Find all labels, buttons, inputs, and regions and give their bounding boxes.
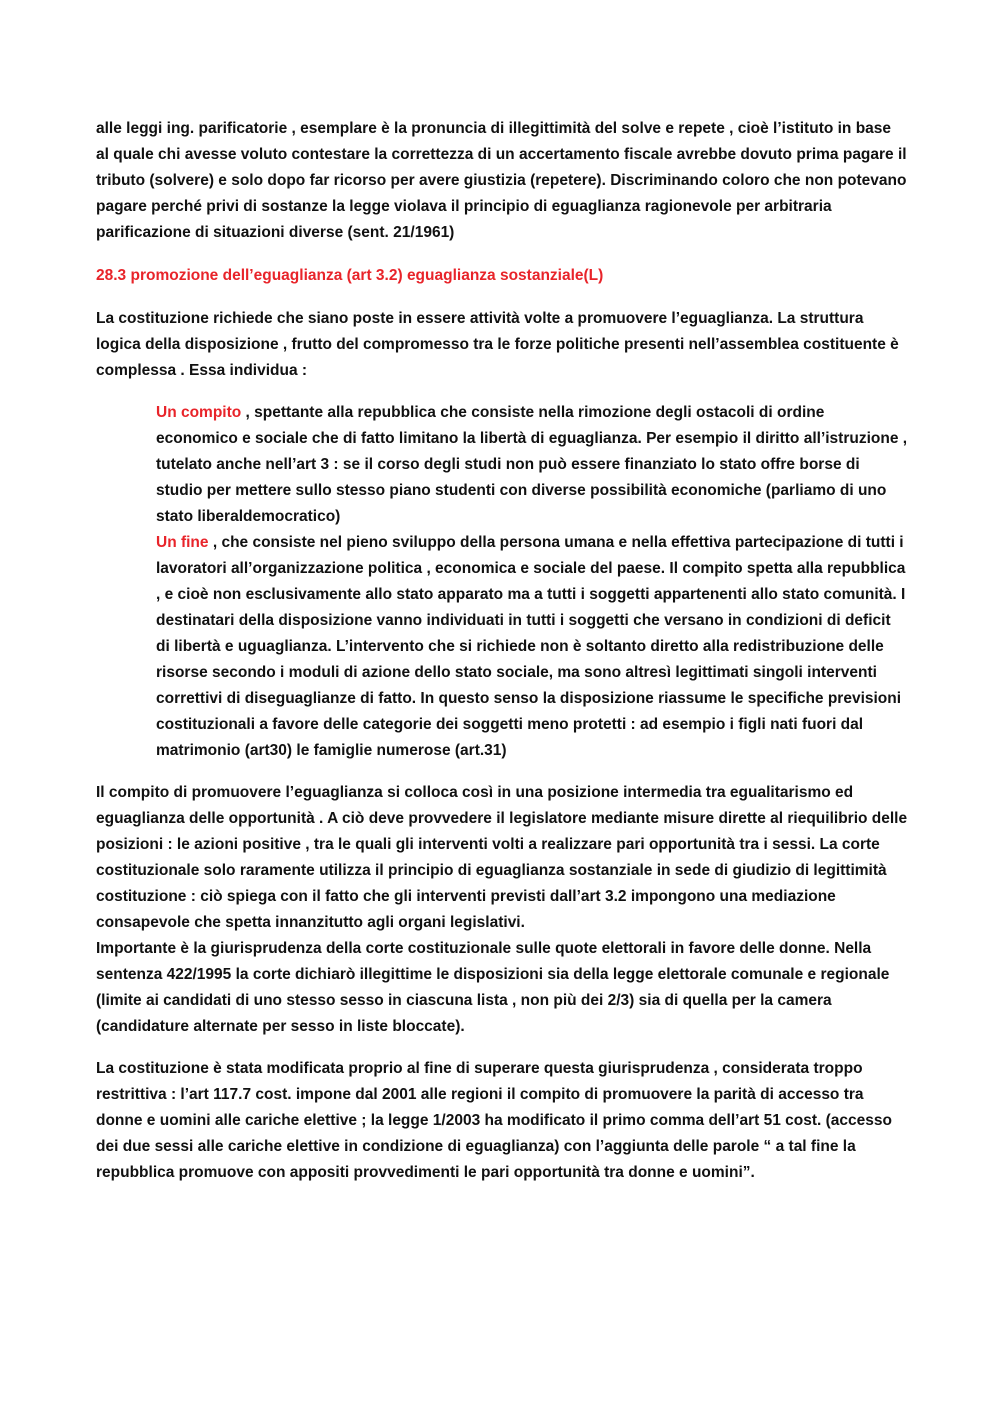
paragraph-compito-promuovere: Il compito di promuovere l’eguaglianza si colloca così in una posizione intermedia tra egualitarismo ed eguaglianza delle opportunità . A ciò deve provvedere il legislatore mediante misure dirette al riequilibrio delle posizioni : le azioni positive , tra le quali gli interventi volti a realizzare pari opportunità tra i sessi. La corte costituzionale solo raramente utilizza il principio di eguaglianza sostanziale in sede di giudizio di legittimità costituzione : ciò spiega con il fatto che gli interventi previsti dall’art 3.2 impongono una mediazione consapevole che spetta innanzitutto agli organi legislativi.	[96, 784, 908, 931]
list-item-compito	[156, 400, 908, 530]
paragraph-giurisprudenza: Importante è la giurisprudenza della corte costituzionale sulle quote elettorali in favore delle donne. Nella sentenza 422/1995 la corte dichiarò illegittime le disposizioni sia della legge elettorale comunale e regionale (limite ai candidati di uno stesso sesso in ciascuna lista , non più dei 2/3) sia di quella per la camera (candidature alternate per sesso in liste bloccate).	[96, 940, 890, 1035]
fine-text: , che consiste nel pieno sviluppo della persona umana e nella effettiva partecipazione di tutti i lavoratori all’organizzazione politica , economica e sociale del paese. Il compito spetta alla repubblica , e cioè non esclusivamente allo stato apparato ma a tutti i soggetti appartenenti allo stato comunità. I destinatari della disposizione vanno individuati in tutti i soggetti che versano in condizioni di deficit di libertà e uguaglianza. L’intervento che si richiede non è soltanto diretto alla redistribuzione delle risorse secondo i moduli di azione dello stato sociale, ma sono altresì legittimati singoli interventi correttivi di diseguaglianze di fatto. In questo senso la disposizione riassume le specifiche previsioni costituzionali a favore delle categorie dei soggetti meno protetti : ad esempio i figli nati fuori dal matrimonio (art30) le famiglie numerose (art.31)	[156, 534, 906, 759]
indented-list	[156, 400, 908, 764]
paragraph-solve-repete: alle leggi ing. parificatorie , esemplare è la pronuncia di illegittimità del solve e repete , cioè l’istituto in base al quale chi avesse voluto contestare la correttezza di un accertamento fiscale avrebbe dovuto prima pagare il tributo (solvere) e solo dopo far ricorso per avere giustizia (repetere). Discriminando coloro che non potevano pagare perché privi di sostanze la legge violava il principio di eguaglianza ragionevole per arbitraria parificazione di situazioni diverse (sent. 21/1961)	[96, 120, 907, 241]
compito-text: , spettante alla repubblica che consiste nella rimozione degli ostacoli di ordine economico e sociale che di fatto limitano la libertà di eguaglianza. Per esempio il diritto all’istruzione , tutelato anche nell’art 3 : se il corso degli studi non può essere finanziato lo stato offre borse di studio per mettere sullo stesso piano studenti con diverse possibilità economiche (parliamo di uno stato liberaldemocratico)	[156, 404, 908, 525]
list-item-fine	[156, 530, 908, 764]
paragraph-intro: La costituzione richiede che siano poste in essere attività volte a promuovere l’eguaglianza. La struttura logica della disposizione , frutto del compromesso tra le forze politiche presenti nell’assemblea costituente è complessa . Essa individua :	[96, 310, 899, 379]
paragraph-block-compito	[96, 780, 908, 1040]
fine-label: Un fine	[156, 534, 209, 551]
paragraph-modifica-costituzione: La costituzione è stata modificata proprio al fine di superare questa giurisprudenza , considerata troppo restrittiva : l’art 117.7 cost. impone dal 2001 alle regioni il compito di promuovere la parità di accesso tra donne e uomini alle cariche elettive ; la legge 1/2003 ha modificato il primo comma dell’art 51 cost. (accesso dei due sessi alle cariche elettive in condizione di eguaglianza) con l’aggiunta delle parole “ a tal fine la repubblica promuove con appositi provvedimenti le pari opportunità tra donne e uomini”.	[96, 1060, 892, 1181]
compito-label: Un compito	[156, 404, 242, 421]
section-heading: 28.3 promozione dell’eguaglianza (art 3.2) eguaglianza sostanziale(L)	[96, 267, 604, 284]
